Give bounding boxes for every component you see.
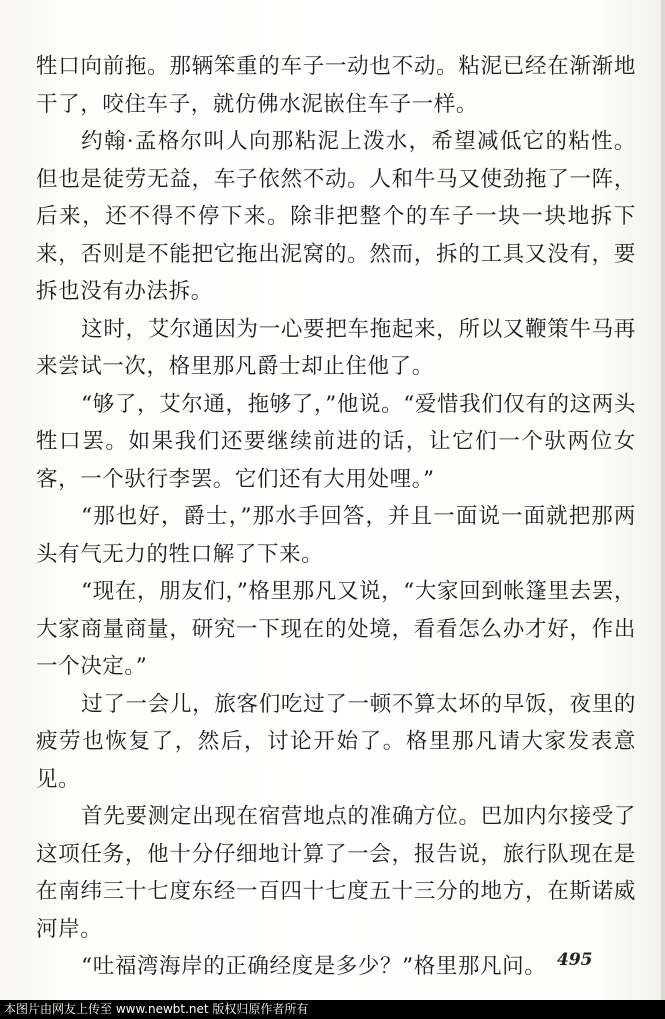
paragraph-6: “现在，朋友们，”格里那凡又说，“大家回到帐篷里去罢，大家商量商量，研究一下现在的处境，看看怎么办才好，作出一个决定。” — [36, 579, 636, 679]
page-number: 495 — [557, 950, 593, 970]
body-text — [36, 48, 636, 986]
paragraph-2: 约翰·孟格尔叫人向那粘泥上泼水，希望减低它的粘性。但也是徒劳无益，车子依然不动。人和牛马又使劲拖了一阵，后来，还不得不停下来。除非把整个的车子一块一块地拆下来，否则是不能把它拖出泥窝的。然而，拆的工具又没有，要拆也没有办法拆。 — [36, 129, 636, 304]
paragraph-9: “吐福湾海岸的正确经度是多少？”格里那凡问。 — [81, 954, 547, 979]
footer-notice: 本图片由网友上传至 www.newbt.net 版权归原作者所有 — [4, 1002, 309, 1016]
watermark-footer — [0, 1000, 665, 1019]
paragraph-4: “够了，艾尔通，拖够了，”他说。“爱惜我们仅有的这两头牲口罢。如果我们还要继续前进的话，让它们一个驮两位女客，一个驮行李罢。它们还有大用处哩。” — [36, 391, 636, 492]
paragraph-7: 过了一会儿，旅客们吃过了一顿不算太坏的早饭，夜里的疲劳也恢复了，然后，讨论开始了。格里那凡请大家发表意见。 — [36, 691, 636, 792]
paragraph-8: 首先要测定出现在宿营地点的准确方位。巴加内尔接受了这项任务，他十分仔细地计算了一会，报告说，旅行队现在是在南纬三十七度东经一百四十七度五十三分的地方，在斯诺威河岸。 — [36, 804, 636, 942]
paragraph-3: 这时，艾尔通因为一心要把车拖起来，所以又鞭策牛马再来尝试一次，格里那凡爵士却止住他了。 — [36, 316, 636, 379]
paragraph-5: “那也好，爵士，”那水手回答，并且一面说一面就把那两头有气无力的牲口解了下来。 — [36, 504, 636, 567]
paragraph-1: 牲口向前拖。那辆笨重的车子一动也不动。粘泥已经在渐渐地干了，咬住车子，就仿佛水泥嵌住车子一样。 — [36, 54, 636, 117]
page-edge-shadow — [661, 0, 665, 1000]
